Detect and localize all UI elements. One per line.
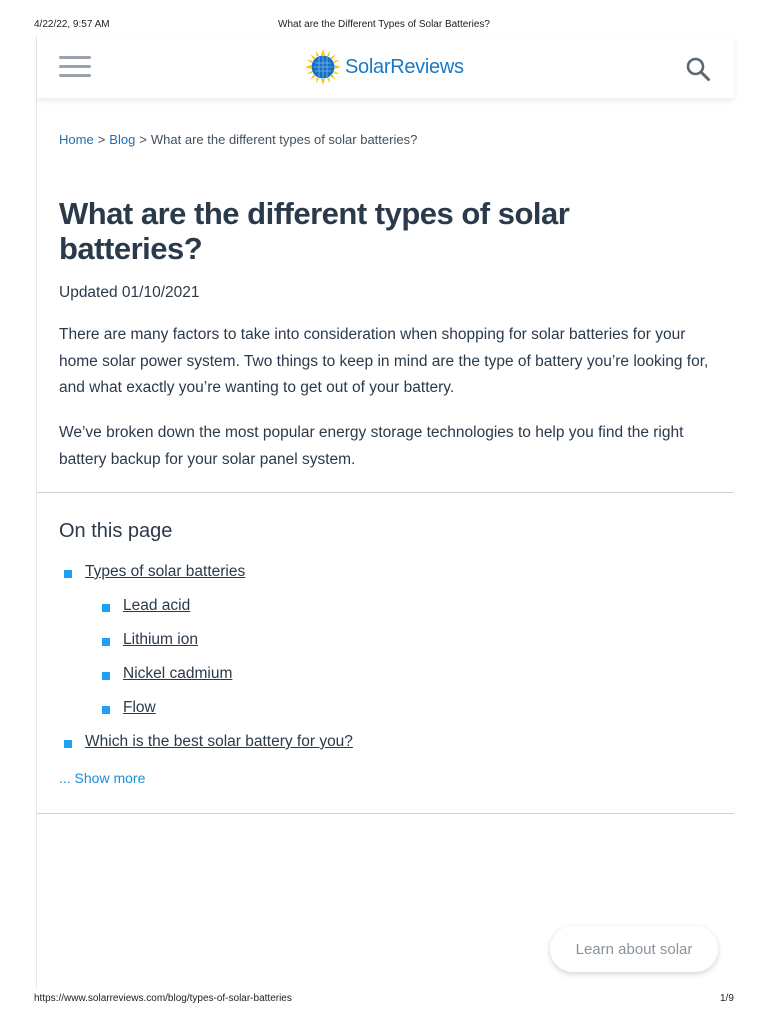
breadcrumb-blog-link[interactable]: Blog (109, 132, 136, 147)
print-url: https://www.solarreviews.com/blog/types-of-solar-batteries (34, 993, 292, 1004)
toc-heading: On this page (59, 520, 173, 542)
show-more-link[interactable]: ... Show more (59, 770, 146, 786)
breadcrumb (59, 132, 417, 147)
toc-item-best-solar-battery[interactable]: Which is the best solar battery for you? (85, 733, 353, 750)
sun-logo-icon (305, 49, 341, 85)
toc-bullet-icon (102, 706, 110, 714)
toc-bullet-icon (102, 604, 110, 612)
toc-bullet-icon (102, 672, 110, 680)
toc-item-nickel-cadmium[interactable]: Nickel cadmium (123, 665, 233, 682)
search-icon[interactable] (685, 56, 711, 82)
page-title: What are the different types of solar batteries? (59, 196, 570, 266)
toc-bullet-icon (64, 740, 72, 748)
divider (37, 492, 734, 493)
print-doc-title: What are the Different Types of Solar Batteries? (278, 19, 490, 30)
updated-date: Updated 01/10/2021 (59, 284, 200, 301)
toc-bullet-icon (64, 570, 72, 578)
breadcrumb-separator: > (139, 132, 147, 147)
toc-bullet-icon (102, 638, 110, 646)
print-datetime: 4/22/22, 9:57 AM (34, 19, 110, 30)
site-logo[interactable] (305, 49, 464, 85)
toc-item-lead-acid[interactable]: Lead acid (123, 597, 191, 614)
toc-item-flow[interactable]: Flow (123, 699, 156, 716)
breadcrumb-separator: > (97, 132, 106, 147)
hamburger-menu-icon[interactable] (59, 56, 91, 78)
intro-paragraph: There are many factors to take into consideration when shopping for solar batteries for your home solar power system. Two things to keep in mind are the type of battery you’re looking for, and what exactly you’re wanting to get out of your battery. (59, 326, 709, 396)
print-header (0, 0, 768, 36)
print-page-number: 1/9 (720, 993, 734, 1004)
page-frame (36, 36, 734, 988)
breadcrumb-current: What are the different types of solar batteries? (150, 132, 418, 147)
print-footer (0, 988, 768, 1024)
toc-item-lithium-ion[interactable]: Lithium ion (123, 631, 198, 648)
logo-text: SolarReviews (345, 55, 464, 78)
site-header (37, 36, 734, 98)
learn-about-solar-button[interactable]: Learn about solar (550, 926, 718, 972)
intro-paragraph: We’ve broken down the most popular energy storage technologies to help you find the right battery backup for your solar panel system. (59, 424, 684, 468)
divider (37, 813, 734, 814)
toc-item-types-of-solar-batteries[interactable]: Types of solar batteries (85, 563, 246, 580)
breadcrumb-home-link[interactable]: Home (59, 132, 94, 147)
